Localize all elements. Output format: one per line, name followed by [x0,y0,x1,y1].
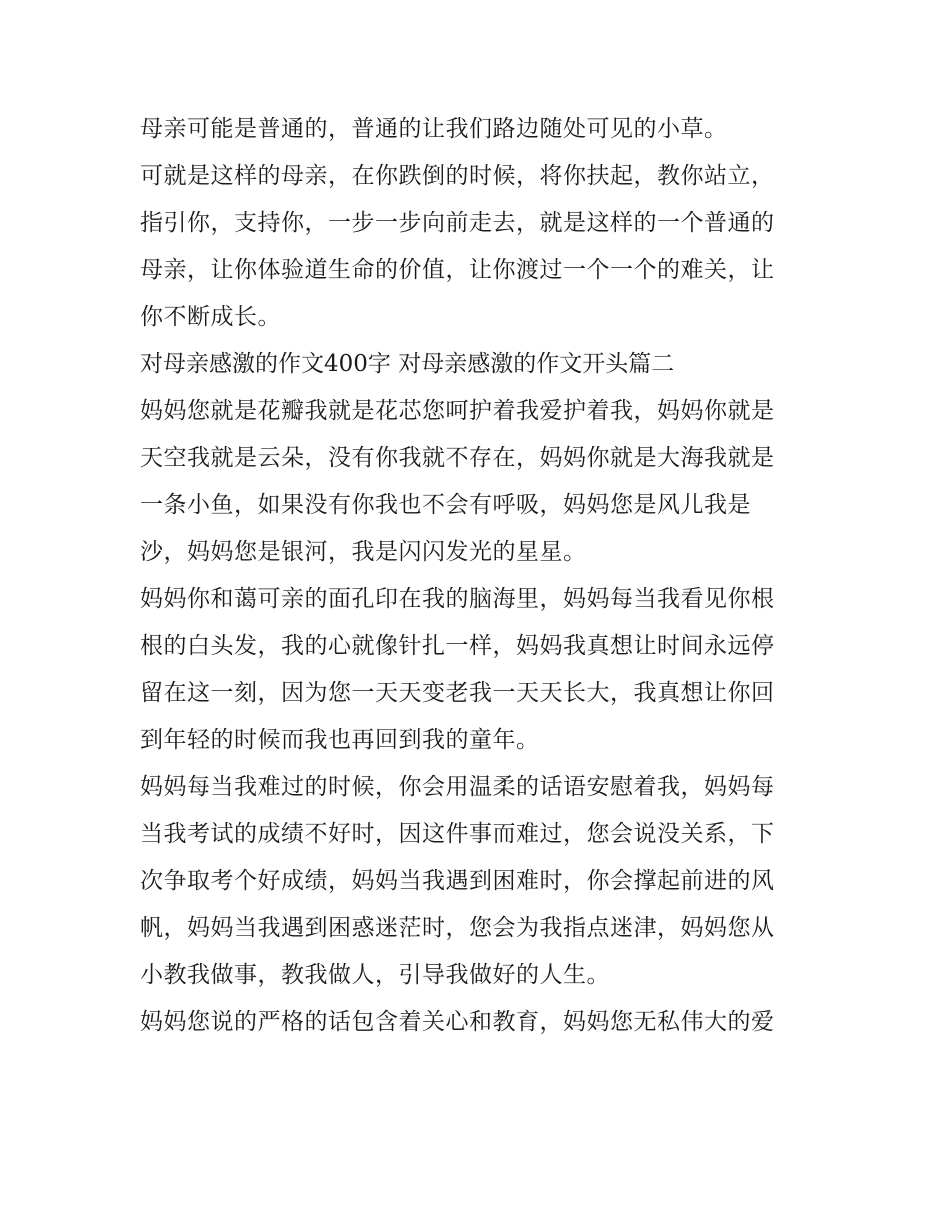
text-line: 当我考试的成绩不好时，因这件事而难过，您会说没关系，下 [140,821,775,847]
text-line: 一条小鱼，如果没有你我也不会有呼吸，妈妈您是风儿我是 [140,492,751,518]
text-line: 妈妈您就是花瓣我就是花芯您呵护着我爱护着我，妈妈你就是 [140,398,775,424]
text-line: 妈妈你和蔼可亲的面孔印在我的脑海里，妈妈每当我看见你根 [140,586,775,612]
text-line: 小教我做事，教我做人，引导我做好的人生。 [140,962,610,988]
text-line: 帆，妈妈当我遇到困惑迷茫时，您会为我指点迷津，妈妈您从 [140,915,775,941]
text-line: 指引你，支持你，一步一步向前走去，就是这样的一个普通的 [140,210,775,236]
text-line: 可就是这样的母亲，在你跌倒的时候，将你扶起，教你站立， [140,163,775,189]
text-line: 妈妈每当我难过的时候，你会用温柔的话语安慰着我，妈妈每 [140,774,775,800]
text-line: 次争取考个好成绩，妈妈当我遇到困难时，你会撑起前进的风 [140,868,775,894]
document-body [140,106,820,1046]
text-line: 根的白头发，我的心就像针扎一样，妈妈我真想让时间永远停 [140,633,775,659]
text-line: 妈妈您说的严格的话包含着关心和教育，妈妈您无私伟大的爱 [140,1009,775,1035]
section-heading: 对母亲感激的作文400字 对母亲感激的作文开头篇二 [140,351,675,377]
text-line: 留在这一刻，因为您一天天变老我一天天长大，我真想让你回 [140,680,775,706]
text-line: 母亲，让你体验道生命的价值，让你渡过一个一个的难关，让 [140,257,775,283]
text-line: 母亲可能是普通的，普通的让我们路边随处可见的小草。 [140,116,728,142]
text-line: 到年轻的时候而我也再回到我的童年。 [140,727,540,753]
text-line: 天空我就是云朵，没有你我就不存在，妈妈你就是大海我就是 [140,445,775,471]
text-line: 沙，妈妈您是银河，我是闪闪发光的星星。 [140,539,587,565]
text-line: 你不断成长。 [140,304,281,330]
